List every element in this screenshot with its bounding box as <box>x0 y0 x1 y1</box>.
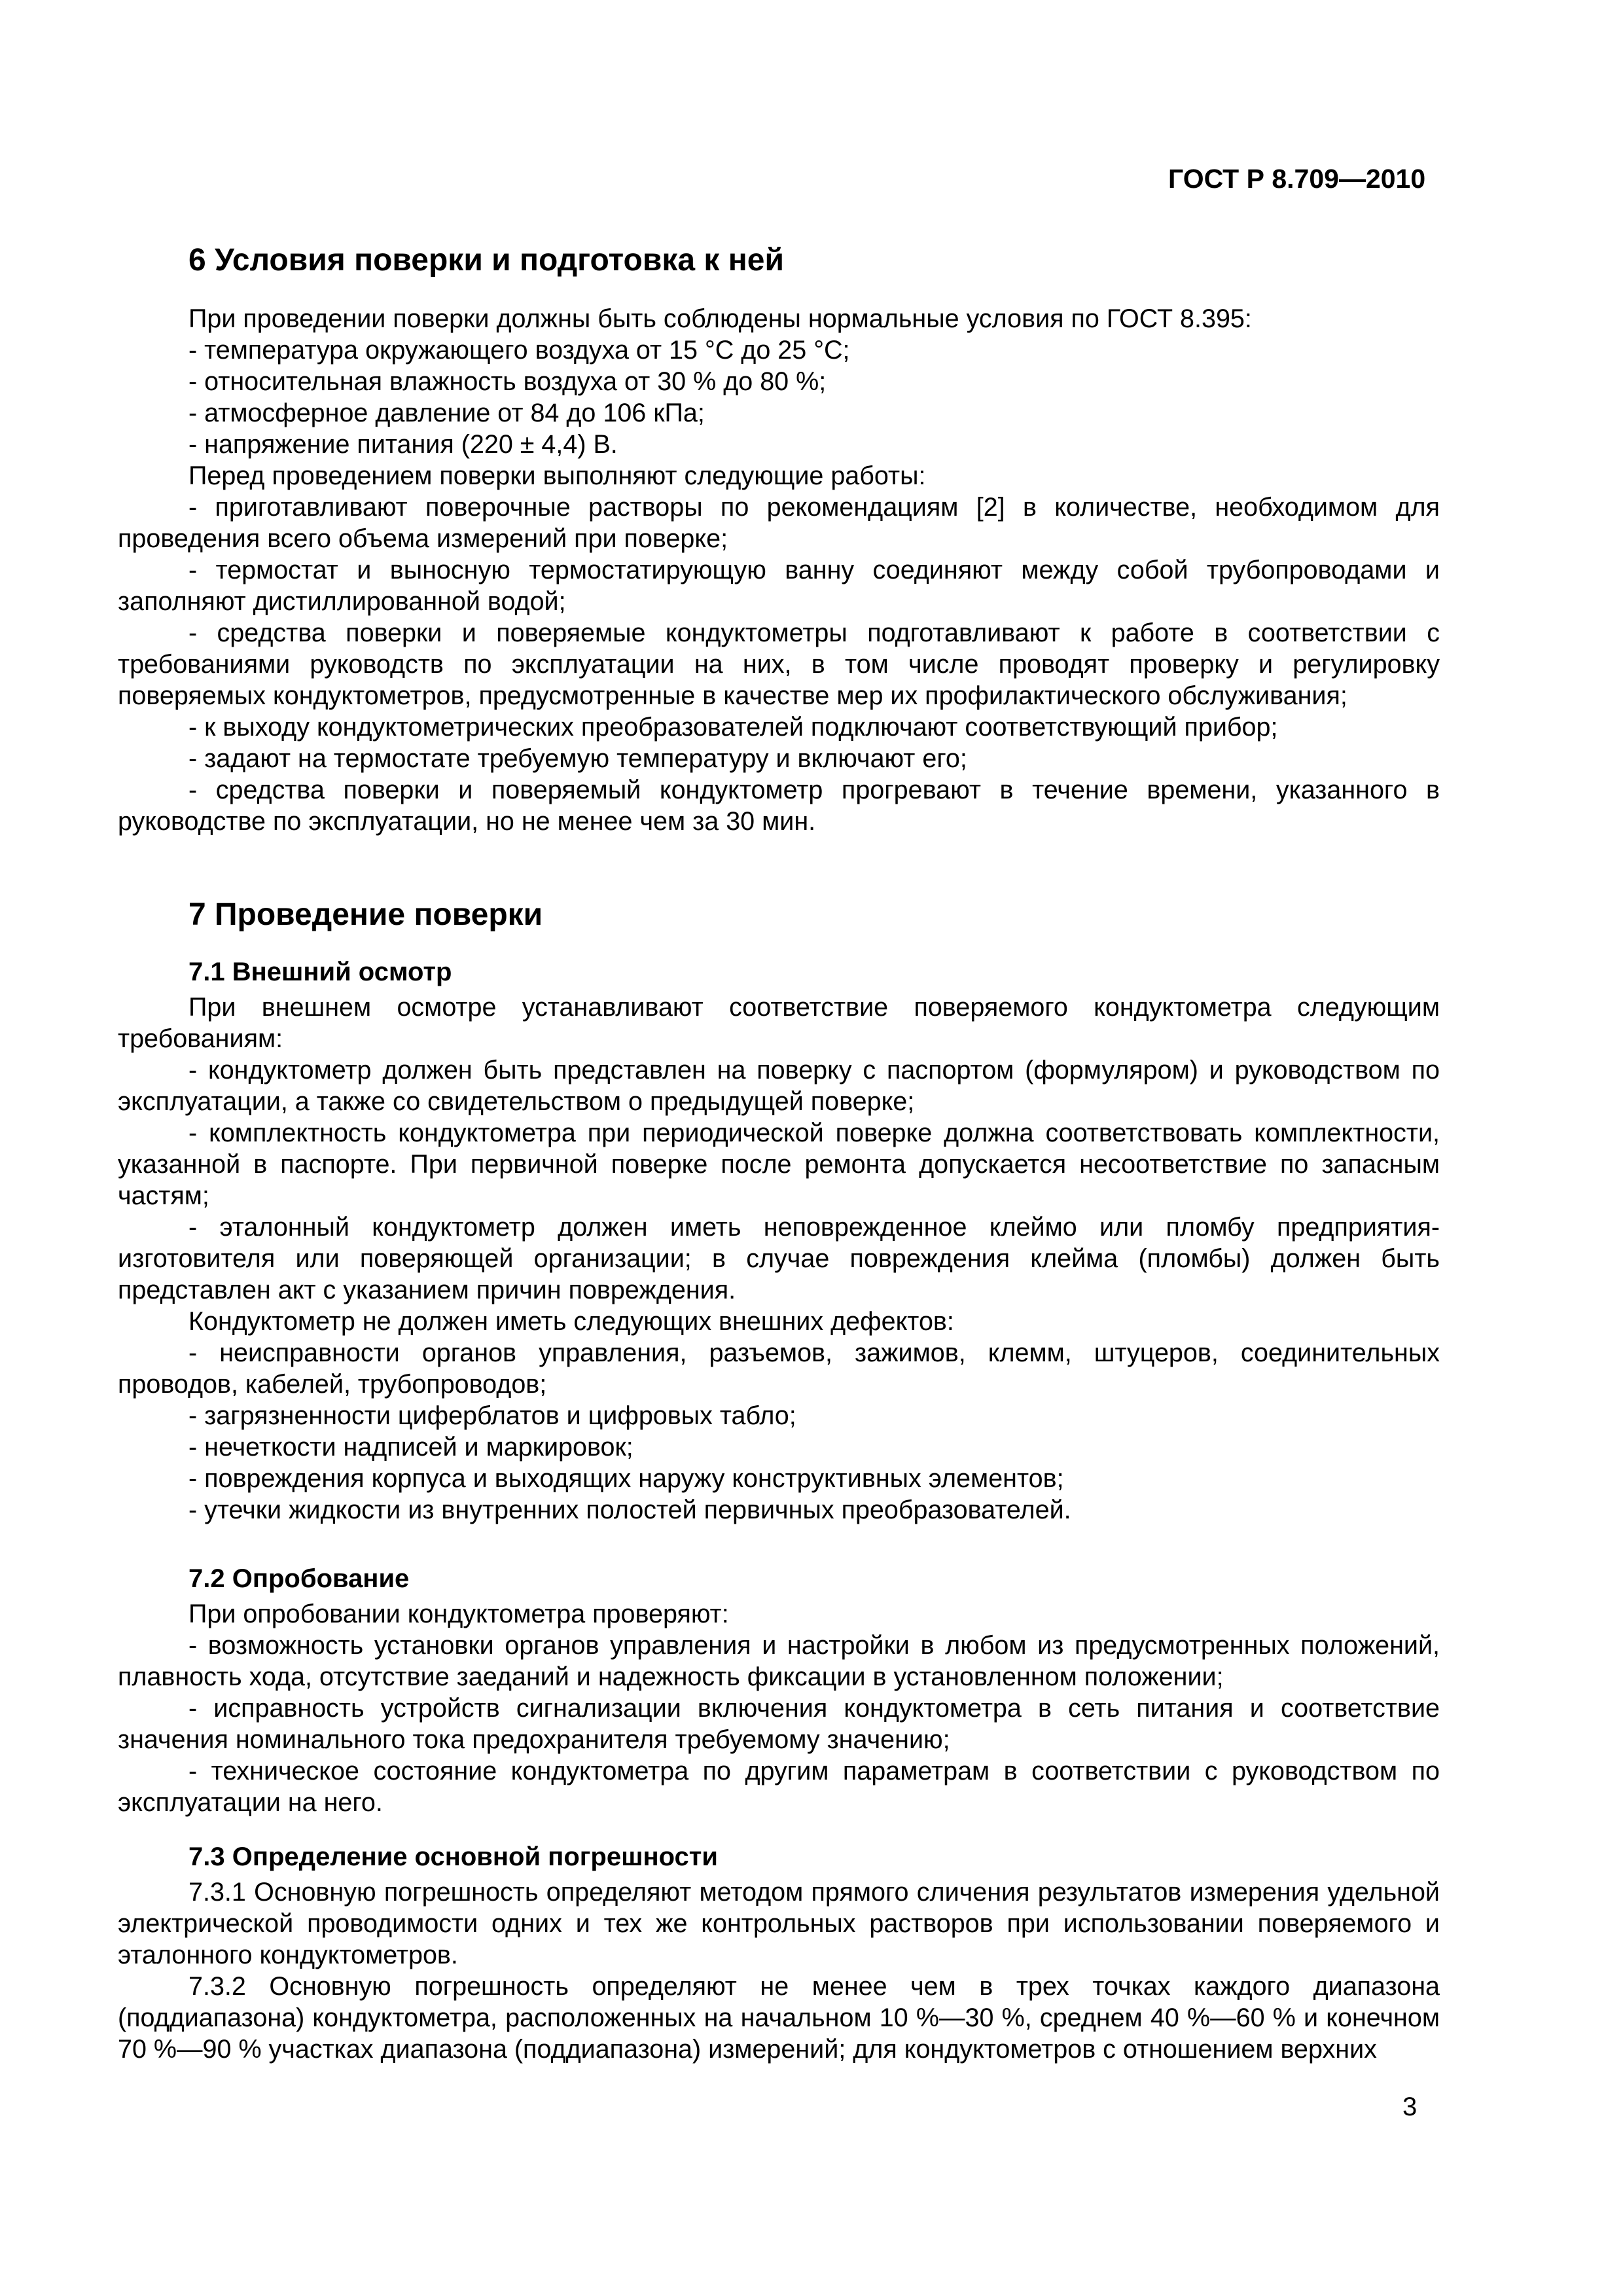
check-item: - техническое состояние кондуктометра по другим параметрам в соответствии с руководством по эксплуатации на него. <box>118 1757 1440 1817</box>
requirement-item: - эталонный кондуктометр должен иметь неповрежденное клеймо или пломбу предприятия-изготовителя или поверяющей организации; в случае повреждения клейма (пломбы) должен быть представлен акт с указанием причин повреждения. <box>118 1213 1440 1304</box>
condition-item: - атмосферное давление от 84 до 106 кПа; <box>188 399 705 427</box>
requirement-item: - кондуктометр должен быть представлен на поверку с паспортом (формуляром) и руководством по эксплуатации, а также со свидетельством о предыдущей поверке; <box>118 1056 1440 1116</box>
page-number: 3 <box>1402 2092 1418 2121</box>
subsection-7-3-body <box>118 1876 1440 2065</box>
defect-item: - загрязненности циферблатов и цифровых табло; <box>188 1401 796 1430</box>
paragraph-7-3-1: 7.3.1 Основную погрешность определяют методом прямого сличения результатов измерения удельной электрической проводимости одних и тех же контрольных растворов при использовании поверяемого и эталонного кондуктометров. <box>118 1878 1440 1969</box>
section-6-body <box>118 303 1440 837</box>
page-header-code: ГОСТ Р 8.709—2010 <box>1168 164 1426 194</box>
preparation-item: - средства поверки и поверяемые кондуктометры подготавливают к работе в соответствии с требованиями руководств по эксплуатации на них, в том числе проводят проверку и регулировку поверяемых кондуктометров, предусмотренные в качестве мер их профилактического обслуживания; <box>118 619 1440 710</box>
subsection-7-2-title: 7.2 Опробование <box>188 1564 410 1593</box>
defects-intro: Кондуктометр не должен иметь следующих внешних дефектов: <box>188 1307 954 1336</box>
section-7-title: 7 Проведение поверки <box>188 897 543 932</box>
preparation-item: - средства поверки и поверяемый кондуктометр прогревают в течение времени, указанного в руководстве по эксплуатации, но не менее чем за 30 мин. <box>118 776 1440 836</box>
subsection-7-1-title: 7.1 Внешний осмотр <box>188 958 452 986</box>
condition-item: - напряжение питания (220 ± 4,4) В. <box>188 430 618 459</box>
subsection-7-3-title: 7.3 Определение основной погрешности <box>188 1842 718 1871</box>
condition-item: - температура окружающего воздуха от 15 °С до 25 °С; <box>188 336 850 365</box>
section-6-intro: При проведении поверки должны быть соблюдены нормальные условия по ГОСТ 8.395: <box>188 304 1252 333</box>
defect-item: - неисправности органов управления, разъемов, зажимов, клемм, штуцеров, соединительных проводов, кабелей, трубопроводов; <box>118 1338 1440 1399</box>
defect-item: - нечеткости надписей и маркировок; <box>188 1433 633 1462</box>
preparation-intro: Перед проведением поверки выполняют следующие работы: <box>188 461 926 490</box>
check-item: - исправность устройств сигнализации включения кондуктометра в сеть питания и соответствие значения номинального тока предохранителя требуемому значению; <box>118 1694 1440 1754</box>
subsection-7-1-intro: При внешнем осмотре устанавливают соответствие поверяемого кондуктометра следующим требованиям: <box>118 993 1440 1053</box>
defect-item: - утечки жидкости из внутренних полостей первичных преобразователей. <box>188 1496 1071 1524</box>
subsection-7-2-intro: При опробовании кондуктометра проверяют: <box>188 1600 729 1628</box>
preparation-item: - приготавливают поверочные растворы по рекомендациям [2] в количестве, необходимом для проведения всего объема измерений при поверке; <box>118 493 1440 553</box>
requirement-item: - комплектность кондуктометра при периодической поверке должна соответствовать комплектности, указанной в паспорте. При первичной поверке после ремонта допускается несоответствие по запасным частям; <box>118 1119 1440 1210</box>
check-item: - возможность установки органов управления и настройки в любом из предусмотренных положений, плавность хода, отсутствие заеданий и надежность фиксации в установленном положении; <box>118 1631 1440 1691</box>
preparation-item: - термостат и выносную термостатирующую ванну соединяют между собой трубопроводами и заполняют дистиллированной водой; <box>118 556 1440 616</box>
preparation-item: - к выходу кондуктометрических преобразователей подключают соответствующий прибор; <box>188 713 1278 742</box>
defect-item: - повреждения корпуса и выходящих наружу конструктивных элементов; <box>188 1464 1064 1493</box>
subsection-7-1-body <box>118 992 1440 1526</box>
preparation-item: - задают на термостате требуемую температуру и включают его; <box>188 744 967 773</box>
section-6-title: 6 Условия поверки и подготовка к ней <box>188 243 784 278</box>
condition-item: - относительная влажность воздуха от 30 % до 80 %; <box>188 367 827 396</box>
paragraph-7-3-2: 7.3.2 Основную погрешность определяют не менее чем в трех точках каждого диапазона (поддиапазона) кондуктометра, расположенных на начальном 10 %—30 %, среднем 40 %—60 % и конечном 70 %—90 % участках диапазона (поддиапазона) измерений; для кондуктометров с отношением верхних <box>118 1972 1440 2064</box>
subsection-7-2-body <box>118 1598 1440 1818</box>
